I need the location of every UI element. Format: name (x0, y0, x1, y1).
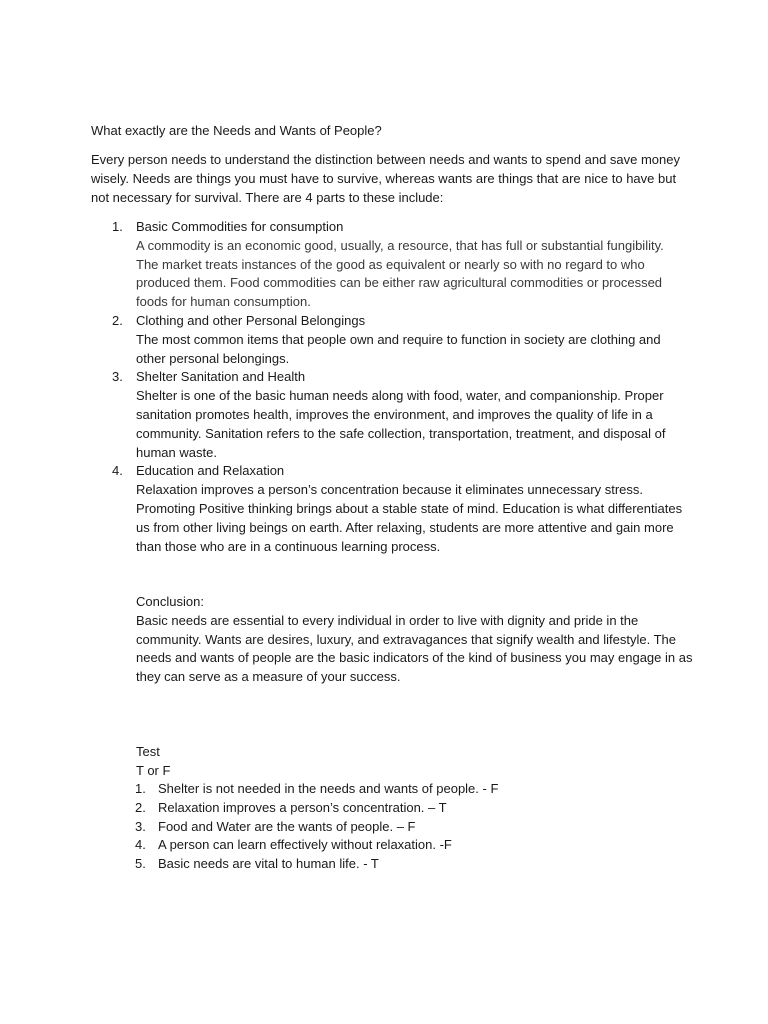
question-number: 3. (135, 818, 146, 834)
description-line: Promoting Positive thinking brings about a stable state of mind. Education is what differentiates (136, 500, 683, 516)
list-item-description (136, 237, 768, 312)
list-item-number: 3. (112, 369, 123, 385)
conclusion-heading: Conclusion: (136, 594, 204, 609)
description-line: than those who are in a continuous learning process. (136, 538, 441, 554)
conclusion-line: needs and wants of people are the basic indicators of the kind of business you may engage in as (136, 650, 693, 666)
test-question-list (0, 780, 768, 874)
list-item-number: 4. (112, 463, 123, 479)
list-item-heading: Education and Relaxation (136, 463, 285, 479)
question-number: 1. (135, 781, 146, 796)
question-number: 4. (135, 837, 146, 853)
test-question (0, 855, 768, 874)
question-text: A person can learn effectively without relaxation. -F (158, 837, 452, 853)
list-item-number: 2. (112, 312, 123, 328)
list-item-heading: Shelter Sanitation and Health (136, 369, 306, 385)
question-text: Food and Water are the wants of people. – F (158, 818, 416, 834)
question-number: 2. (135, 799, 146, 815)
conclusion-line: community. Wants are desires, luxury, and extravagances that signify wealth and lifestyle. The (136, 631, 676, 647)
question-text: Basic needs are vital to human life. - T (158, 856, 379, 872)
question-text: Shelter is not needed in the needs and wants of people. - F (158, 781, 499, 796)
list-item (0, 312, 768, 368)
intro-paragraph (91, 151, 681, 207)
intro-line: not necessary for survival. There are 4 parts to these include: (91, 189, 444, 205)
description-line: community. Sanitation refers to the safe collection, transportation, treatment, and disposal of (136, 425, 666, 441)
list-item-description (136, 481, 768, 556)
list-item (0, 218, 768, 312)
description-line: produced them. Food commodities can be either raw agricultural commodities or processed (136, 275, 663, 291)
question-text: Relaxation improves a person’s concentration. – T (158, 799, 447, 815)
description-line: human waste. (136, 444, 217, 460)
description-line: us from other living beings on earth. After relaxing, students are more attentive and gain more (136, 519, 674, 535)
test-question (0, 799, 768, 818)
document-title: What exactly are the Needs and Wants of People? (91, 123, 382, 138)
test-question (0, 780, 768, 799)
description-line: The market treats instances of the good as equivalent or nearly so with no regard to who (136, 256, 645, 272)
description-line: other personal belongings. (136, 350, 290, 366)
description-line: Relaxation improves a person’s concentration because it eliminates unnecessary stress. (136, 482, 644, 498)
test-subheading: T or F (136, 762, 171, 778)
description-line: A commodity is an economic good, usually, a resource, that has full or substantial fungibility. (136, 237, 664, 253)
conclusion-section (136, 593, 692, 687)
list-item-heading: Basic Commodities for consumption (136, 219, 344, 234)
question-number: 5. (135, 856, 146, 872)
test-question (0, 836, 768, 855)
conclusion-line: they can serve as a measure of your success. (136, 669, 401, 685)
description-line: Shelter is one of the basic human needs along with food, water, and companionship. Proper (136, 388, 664, 404)
test-heading: Test (136, 744, 160, 759)
list-item (0, 462, 768, 556)
test-section (136, 743, 170, 781)
list-item (0, 368, 768, 462)
list-item-number: 1. (112, 219, 123, 234)
needs-list (0, 218, 768, 556)
list-item-description (136, 331, 768, 369)
test-question (0, 818, 768, 837)
list-item-description (136, 387, 768, 462)
intro-line: Every person needs to understand the distinction between needs and wants to spend and save money (91, 152, 680, 167)
description-line: sanitation promotes health, improves the environment, and improves the quality of life in a (136, 406, 653, 422)
description-line: foods for human consumption. (136, 294, 311, 310)
description-line: The most common items that people own and require to function in society are clothing and (136, 331, 661, 347)
list-item-heading: Clothing and other Personal Belongings (136, 312, 366, 328)
conclusion-line: Basic needs are essential to every individual in order to live with dignity and pride in the (136, 612, 639, 628)
intro-line: wisely. Needs are things you must have to survive, whereas wants are things that are nice to have but (91, 170, 677, 186)
